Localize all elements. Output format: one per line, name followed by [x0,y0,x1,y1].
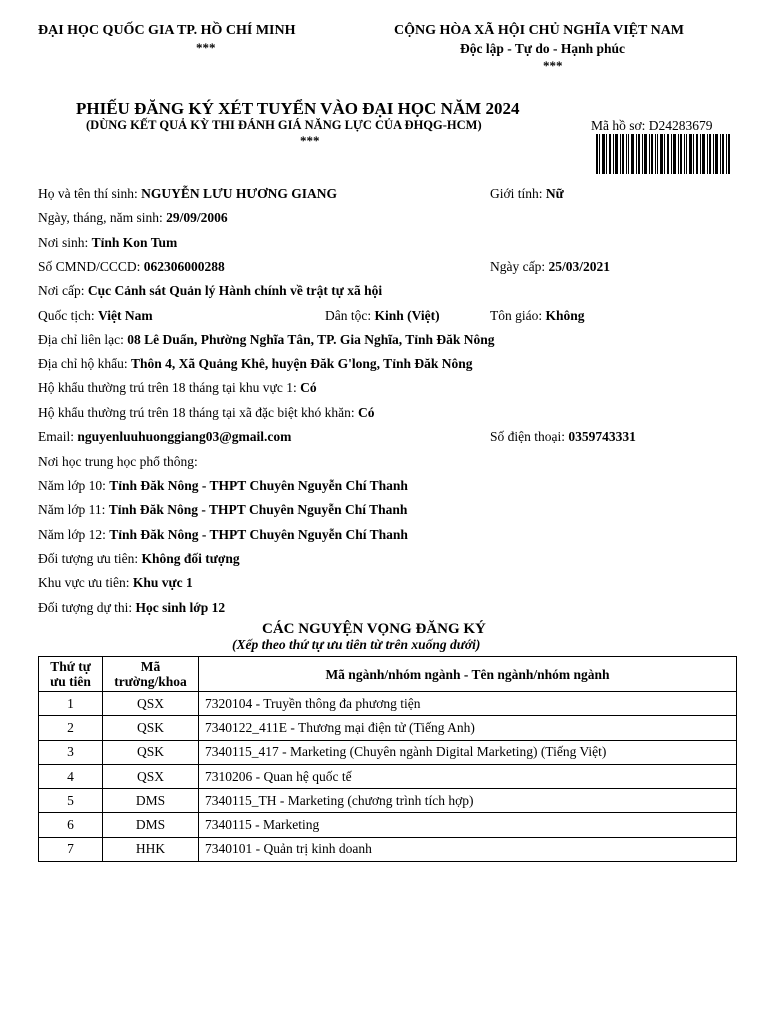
high-school-label: Nơi học trung học phổ thông: [38,454,198,469]
priority-subject-row [38,551,240,567]
wish-major: 7340115_417 - Marketing (Chuyên ngành Digital Marketing) (Tiếng Việt) [199,740,737,764]
table-row [39,692,737,716]
exam-subject-value: Học sinh lớp 12 [135,600,226,615]
id-number-label: Số CMND/CCCD: [38,259,141,274]
grade11-row [38,502,407,518]
wish-order: 4 [39,764,103,788]
wish-major: 7340115_TH - Marketing (chương trình tích hợp) [199,789,737,813]
area1-value: Có [300,380,317,395]
dob-value: 29/09/2006 [166,210,228,225]
phone-value: 0359743331 [568,429,636,444]
candidate-name-row [38,186,337,202]
form-title: PHIẾU ĐĂNG KÝ XÉT TUYỂN VÀO ĐẠI HỌC NĂM 2024 [76,99,520,118]
wish-major: 7310206 - Quan hệ quốc tế [199,764,737,788]
priority-area-row [38,575,193,591]
header-right-stars: *** [543,58,563,73]
high-school-heading [38,454,198,470]
priority-subject-value: Không đối tượng [141,551,240,566]
birthplace-label: Nơi sinh: [38,235,89,250]
email-row [38,429,291,445]
hardship-label: Hộ khẩu thường trú trên 18 tháng tại xã đặc biệt khó khăn: [38,405,355,420]
issue-place-value: Cục Cảnh sát Quản lý Hành chính về trật tự xã hội [87,283,383,298]
gender-row [490,186,564,202]
gender-value: Nữ [545,186,564,201]
priority-subject-label: Đối tượng ưu tiên: [38,551,139,566]
wishes-subtitle: (Xếp theo thứ tự ưu tiên từ trên xuống dưới) [232,637,481,652]
id-number-value: 062306000288 [143,259,225,274]
household-address-value: Thôn 4, Xã Quảng Khê, huyện Đăk G'long, Tỉnh Đăk Nông [130,356,473,371]
ethnicity-label: Dân tộc: [325,308,372,323]
wish-school: HHK [103,837,199,861]
wishes-table [38,656,737,862]
email-label: Email: [38,429,74,444]
exam-subject-row [38,600,225,616]
wish-school: QSX [103,764,199,788]
priority-area-value: Khu vực 1 [132,575,193,590]
wish-school: QSK [103,740,199,764]
nationality-value: Việt Nam [98,308,153,323]
birthplace-row [38,235,177,251]
phone-row [490,429,636,445]
wish-school: DMS [103,813,199,837]
dossier-code-label: Mã hồ sơ: [591,118,646,133]
wish-order: 6 [39,813,103,837]
id-number-row [38,259,225,275]
col-order-header: Thứ tự ưu tiên [39,657,103,692]
email-value: nguyenluuhuonggiang03@gmail.com [77,429,292,444]
wishes-table-header [39,657,737,692]
exam-subject-label: Đối tượng dự thi: [38,600,133,615]
wish-major: 7340122_411E - Thương mại điện tử (Tiếng Anh) [199,716,737,740]
wish-school: QSX [103,692,199,716]
gender-label: Giới tính: [490,186,543,201]
hardship-value: Có [358,405,375,420]
national-motto: Độc lập - Tự do - Hạnh phúc [460,41,626,56]
candidate-name: NGUYỄN LƯU HƯƠNG GIANG [141,186,338,201]
hardship-row [38,405,375,421]
grade10-row [38,478,408,494]
birthplace-value: Tỉnh Kon Tum [91,235,178,250]
issue-date-row [490,259,610,275]
table-row [39,813,737,837]
dob-label: Ngày, tháng, năm sinh: [38,210,163,225]
col-school-header: Mã trường/khoa [103,657,199,692]
wish-order: 7 [39,837,103,861]
grade12-label: Năm lớp 12: [38,527,106,542]
country-name: CỘNG HÒA XÃ HỘI CHỦ NGHĨA VIỆT NAM [394,23,685,38]
col-major-header: Mã ngành/nhóm ngành - Tên ngành/nhóm ngành [199,657,737,692]
wish-order: 1 [39,692,103,716]
grade11-label: Năm lớp 11: [38,502,106,517]
wish-order: 5 [39,789,103,813]
priority-area-label: Khu vực ưu tiên: [38,575,130,590]
table-row [39,764,737,788]
nationality-label: Quốc tịch: [38,308,95,323]
issue-date-value: 25/03/2021 [548,259,610,274]
wish-school: DMS [103,789,199,813]
dossier-code-value: D24283679 [648,118,713,133]
table-row [39,740,737,764]
issue-date-label: Ngày cấp: [490,259,546,274]
issue-place-label: Nơi cấp: [38,283,85,298]
household-address-row [38,356,472,372]
contact-address-value: 08 Lê Duẩn, Phường Nghĩa Tân, TP. Gia Nghĩa, Tỉnh Đăk Nông [127,332,495,347]
ethnicity-value: Kinh (Việt) [374,308,440,323]
phone-label: Số điện thoại: [490,429,565,444]
wishes-title: CÁC NGUYỆN VỌNG ĐĂNG KÝ [262,621,486,637]
area1-label: Hộ khẩu thường trú trên 18 tháng tại khu vực 1: [38,380,297,395]
table-row [39,837,737,861]
header-left-stars: *** [196,40,216,55]
wish-order: 3 [39,740,103,764]
issue-place-row [38,283,382,299]
dob-row [38,210,228,226]
area1-row [38,380,317,396]
wish-school: QSK [103,716,199,740]
grade12-value: Tỉnh Đăk Nông - THPT Chuyên Nguyễn Chí Thanh [109,527,408,542]
religion-value: Không [545,308,585,323]
contact-address-label: Địa chỉ liên lạc: [38,332,124,347]
barcode-image [596,134,730,174]
contact-address-row [38,332,495,348]
university-name: ĐẠI HỌC QUỐC GIA TP. HỒ CHÍ MINH [38,23,296,38]
title-stars: *** [300,133,320,148]
grade10-value: Tỉnh Đăk Nông - THPT Chuyên Nguyễn Chí Thanh [109,478,408,493]
grade11-value: Tỉnh Đăk Nông - THPT Chuyên Nguyễn Chí Thanh [108,502,408,517]
ethnicity-row [325,308,440,324]
form-subtitle: (DÙNG KẾT QUẢ KỲ THI ĐÁNH GIÁ NĂNG LỰC CỦA ĐHQG-HCM) [86,118,482,132]
wish-major: 7340101 - Quản trị kinh doanh [199,837,737,861]
table-row [39,716,737,740]
religion-row [490,308,585,324]
wish-major: 7320104 - Truyền thông đa phương tiện [199,692,737,716]
table-row [39,789,737,813]
religion-label: Tôn giáo: [490,308,543,323]
wish-order: 2 [39,716,103,740]
grade10-label: Năm lớp 10: [38,478,106,493]
nationality-row [38,308,153,324]
household-address-label: Địa chỉ hộ khẩu: [38,356,128,371]
wish-major: 7340115 - Marketing [199,813,737,837]
grade12-row [38,527,408,543]
candidate-name-label: Họ và tên thí sinh: [38,186,138,201]
dossier-code [591,118,713,134]
